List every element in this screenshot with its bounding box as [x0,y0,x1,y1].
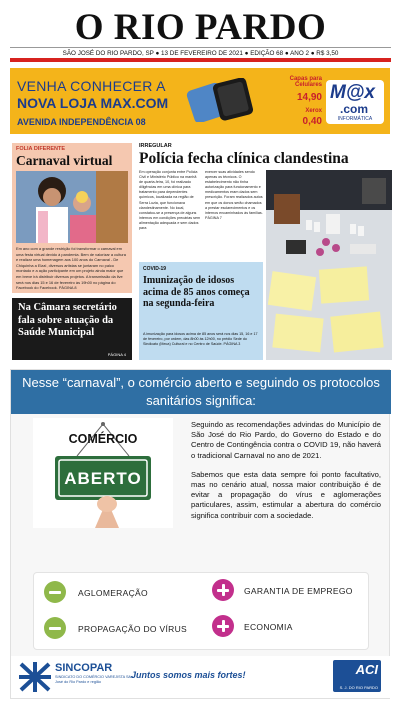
dateline: SÃO JOSÉ DO RIO PARDO, SP ● 13 DE FEVEREIRO DE 2021 ● EDIÇÃO 68 ● ANO 2 ● R$ 3,50 [10,47,391,57]
carnaval-photo [16,171,128,243]
story-kicker: IRREGULAR [139,143,172,149]
ad-line-1: VENHA CONHECER A [17,78,166,94]
advert-paragraph-2: Sabemos que esta data sempre foi ponto facultativo, mas no cenário atual, nossa maior contribuição é de evitar a propagação do vírus e aglomerações particulares, assim, estimular a abertura do comércio significa contribuir com a sociedade. [191,469,381,520]
impact-legend [33,572,369,650]
story-headline: Na Câmara secretário fala sobre atuação da Saúde Municipal [18,302,117,338]
sign-top-text: COMÉRCIO [68,432,138,446]
story-body: Em ano com a grande restrição foi transformar o carnaval em uma festa virtual devido à pandemia. Bem de valorizar a cultura e realizar uma homenagem aos 100 anos do Carnaval - De Chiquinha a Elza!, diversos artistas se juntaram no palco montado e a ação participante em um projeto ainda maior que em breve irá distribuir diversos projetos. A transmissão da live será nos dias 15 e 16 de fevereiro às 19h00 no página do Facebook do Facebook. PÁGINA 8 [16,246,126,291]
story-headline: Polícia fecha clínica clandestina [139,150,349,167]
story-headline: Imunização de idosos acima de 85 anos começa na segunda-feira [143,275,250,309]
carnaval-story[interactable] [12,143,132,293]
story-kicker: FOLIA DIFERENTE [16,146,65,152]
plus-icon [212,615,234,637]
aci-logo: ACI S. J. DO RIO PARDO [333,660,381,692]
maxcom-logo: M@x .com INFORMÁTICA [326,80,384,124]
plus-item-2: ECONOMIA [244,622,293,632]
sincopar-advert[interactable] [10,369,390,699]
advert-text [191,420,381,530]
newspaper-title: O RIO PARDO [74,7,327,48]
camara-story[interactable] [12,298,132,360]
minus-item-2: PROPAGAÇÃO DO VÍRUS [78,624,187,634]
story-column-2: exercer suas atividades sendo apenas os técnicos. O estabelecimento não tinha autorização para funcionamento e medicamentos eram dados sem prescrição. Foram realizados autos em que os donos serão chamados a prestar esclarecimentos e os internos encaminhados às famílias. PÁGINA 7 [205,170,263,220]
org-subtitle: SINDICATO DO COMÉRCIO VAREJISTA São José do Rio Pardo e região [55,675,133,684]
ad-address: AVENIDA INDEPENDÊNCIA 08 [17,117,146,127]
price-cases: 14,90 [296,92,322,103]
sincopar-logo-icon [19,662,51,692]
plus-item-1: GARANTIA DE EMPREGO [244,586,353,596]
page-ref: PÁGINA 4 [107,352,126,357]
advert-footer [11,656,391,698]
phones-image [186,78,258,122]
plus-icon [212,579,234,601]
maxcom-advert[interactable] [10,68,390,134]
story-headline: Carnaval virtual [16,153,113,168]
minus-icon [44,617,66,639]
price-xerox: 0,40 [302,116,322,127]
minus-icon [44,581,66,603]
slogan: Juntos somos mais fortes! [131,670,246,680]
story-body: A imunização para idosos acima de 85 anos será nos dias 15, 16 e 17 de fevereiro, por ordem, das 8h00 às 12h00, no prédio Sede do Sindicato (Meca) Cultural e no Centro de Saúde. PÁGINA 3 [143,332,258,347]
masthead [0,0,401,64]
story-kicker: COVID-19 [143,266,167,272]
clinic-seizure-photo [266,170,392,360]
covid-story[interactable] [139,262,263,360]
story-column-1: Em operação conjunta entre Polícia Civil e Ministério Público na manhã de quarta-feira, 10, foi realizado diligências em uma clínica para tratamento para dependentes químicos, localizada na região de Serra Luzia, que funcionava clandestinamente. No local, constatou-se a presença de alguns internos em condições precárias sem alimentação adequada e sem dados para [139,170,201,231]
minus-item-1: AGLOMERAÇÃO [78,588,148,598]
price-label-cases: Capas para Celulares [289,76,322,88]
org-name: SINCOPAR [55,662,113,674]
advert-paragraph-1: Seguindo as recomendações advindas do Município de São José do Rio Pardo, do Governo do Estado e do Centro de Contingência contra o COVID 19, não haverá o tradicional Carnaval no ano de 2021. [191,420,381,460]
advert-banner: Nesse “carnaval”, o comércio aberto e seguindo os protocolos sanitários significa: [11,370,391,414]
sign-main-text: ABERTO [64,469,142,488]
masthead-rule [10,58,391,62]
ad-line-2: NOVA LOJA MAX.COM [17,95,169,111]
price-label-xerox: Xerox [305,108,322,114]
